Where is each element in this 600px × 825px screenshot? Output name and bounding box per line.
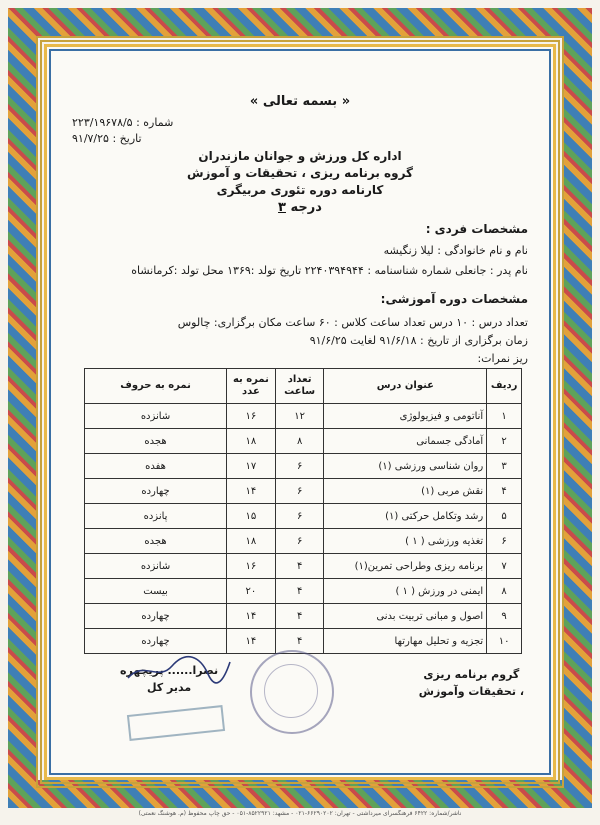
grades-label: ریز نمرات:	[477, 352, 528, 365]
course-dates: زمان برگزاری از تاریخ : ۹۱/۶/۱۸ لغایت ۹۱/۶/۲۵	[309, 334, 528, 347]
org-department: گروه برنامه ریزی ، تحقیقات و آموزش	[186, 166, 414, 180]
personal-info: نام پدر : جانعلی شماره شناسنامه : ۲۲۴۰۳۹۴۹۴۴ تاریخ تولد :۱۳۶۹ محل تولد :کرمانشاه	[131, 264, 528, 277]
col-score-words: نمره به حروف	[85, 369, 227, 404]
course-info: تعداد درس : ۱۰ درس تعداد ساعت کلاس : ۶۰ ساعت مکان برگزاری: چالوس	[177, 316, 528, 329]
handwritten-signature-icon	[124, 652, 234, 686]
table-header-row	[85, 369, 522, 404]
table-row: ۶ تغذیه ورزشی ( ۱ ) ۶ ۱۸ هجده	[85, 529, 522, 554]
table-row: ۵ رشد وتکامل حرکتی (۱) ۶ ۱۵ پانزده	[85, 504, 522, 529]
table-row: ۱۰ تجزیه و تحلیل مهارتها ۴ ۱۴ چهارده	[85, 629, 522, 654]
table-row: ۱ آناتومی و فیزیولوژی ۱۲ ۱۶ شانزده	[85, 404, 522, 429]
reference-number: شماره : ۲۲۳/۱۹۶۷۸/۵	[72, 116, 174, 129]
table-row: ۸ ایمنی در ورزش ( ۱ ) ۴ ۲۰ بیست	[85, 579, 522, 604]
org-name: اداره کل ورزش و جوانان مازندران	[198, 149, 402, 163]
reference-block	[72, 116, 173, 148]
rectangular-seal	[127, 705, 225, 741]
table-row: ۲ آمادگی جسمانی ۸ ۱۸ هجده	[85, 429, 522, 454]
col-title: عنوان درس	[324, 369, 487, 404]
signature-block-planning: گروم برنامه ریزی ، تحقیقات وآموزش	[418, 668, 524, 698]
emblem-icon	[264, 664, 318, 718]
certificate-content	[72, 86, 528, 786]
col-row: ردیف	[487, 369, 522, 404]
grade-value: ۳	[278, 200, 286, 215]
table-row: ۷ برنامه ریزی وطراحی تمرین(۱) ۴ ۱۶ شانزده	[85, 554, 522, 579]
grade-line: درجه ۳	[278, 200, 322, 215]
table-row: ۴ نقش مربی (۱) ۶ ۱۴ چهارده	[85, 479, 522, 504]
personal-name: نام و نام خانوادگی : لیلا زنگیشه	[383, 244, 528, 257]
printer-footer: ناشر/شماره: ۶۴۲۲ فرهنگسرای میرداشتی - تهران: ۶۶۲۹۰۲۰۲-۰۲۱ - مشهد: ۸۵۲۲۹۲۱-۰۵۱ - حق چاپ محفوظ (م. هوشنگ نعمتی)	[138, 810, 462, 817]
col-hours: تعداد ساعت	[275, 369, 324, 404]
table-row: ۳ روان شناسی ورزشی (۱) ۶ ۱۷ هفده	[85, 454, 522, 479]
reference-date: تاریخ : ۹۱/۷/۲۵	[72, 132, 142, 145]
course-section-title: مشخصات دوره آموزشی:	[380, 292, 528, 306]
personal-section-title: مشخصات فردی :	[425, 222, 528, 236]
certificate-title: کارنامه دوره تئوری مربیگری	[216, 183, 384, 197]
grades-table	[84, 368, 522, 654]
basmala-heading: « بسمه تعالی »	[249, 94, 351, 109]
table-row: ۹ اصول و مبانی تربیت بدنی ۴ ۱۴ چهارده	[85, 604, 522, 629]
organization-header	[72, 148, 528, 216]
signature-block-director: نصرا...... پریچهره مدیر کل	[120, 664, 219, 694]
col-score-number: نمره به عدد	[227, 369, 276, 404]
